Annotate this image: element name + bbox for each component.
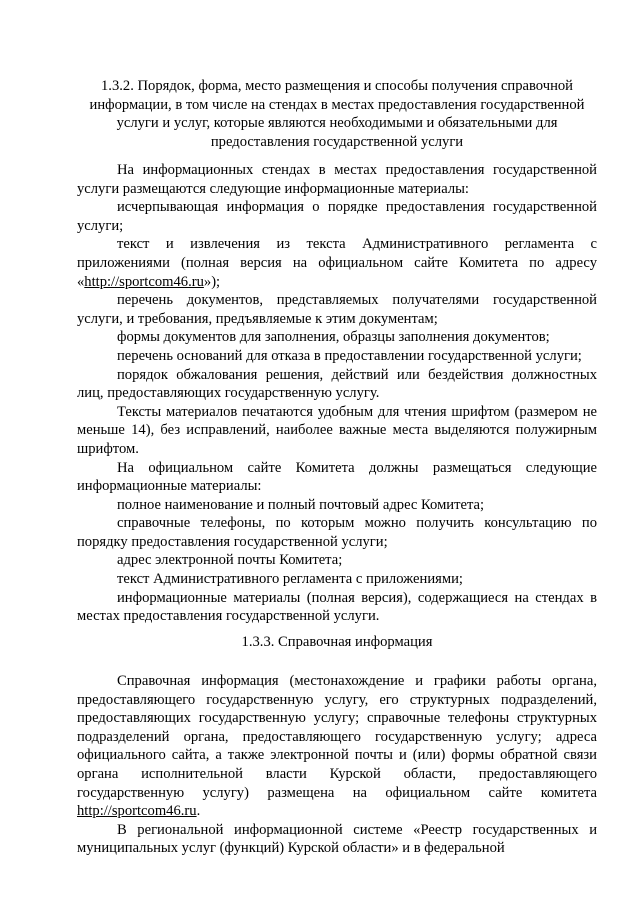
reference-end: .	[196, 803, 201, 820]
section-1-3-3-heading	[77, 633, 597, 652]
stands-item-2-end: »);	[203, 273, 221, 290]
stands-item-4: формы документов для заполнения, образцы заполнения документов;	[117, 329, 550, 346]
section-1-3-3-title: 1.3.3. Справочная информация	[241, 634, 433, 650]
stands-item-1: исчерпывающая информация о порядке предоставления государственной услуги;	[77, 199, 597, 234]
website-item-4: текст Административного регламента с приложениями;	[117, 571, 463, 588]
reference-block	[77, 672, 597, 858]
stands-item-2-text: текст и извлечения из текста Административного регламента с приложениями (полная версия на официальном сайте Комитета по адресу «	[77, 236, 597, 290]
stands-item-3: перечень документов, представляемых получателями государственной услуги, и требования, предъявляемые к этим документам;	[77, 292, 597, 327]
section-1-3-2-title: 1.3.2. Порядок, форма, место размещения и способы получения справочной информации, в том числе на стендах в местах предоставления государственной услуги и услуг, которые являются необходимыми и обязательными для предоставления государственной услуги	[89, 78, 585, 150]
stands-item-6: порядок обжалования решения, действий или бездействия должностных лиц, предоставляющих государственную услугу.	[77, 366, 597, 402]
stands-intro: На информационных стендах в местах предоставления государственной услуги размещаются следующие информационные материалы:	[77, 162, 597, 197]
stands-item-5: перечень оснований для отказа в предоставлении государственной услуги;	[117, 347, 582, 364]
website-item-2: справочные телефоны, по которым можно получить консультацию по порядку предоставления государственной услуги;	[77, 515, 597, 550]
website-item-3: адрес электронной почты Комитета;	[117, 552, 343, 569]
website-item-5: информационные материалы (полная версия), содержащиеся на стендах в местах предоставления государственной услуги.	[77, 589, 597, 625]
sportcom-link-2[interactable]: http://sportcom46.ru	[77, 803, 197, 820]
reference-text: Справочная информация (местонахождение и графики работы органа, предоставляющего государственную услугу, его структурных подразделений, предоставляющих государственную услугу; справочные телефоны структурных подразделений органа, предоставляющего государственную услугу; адреса официального сайта, а также электронной почты и (или) формы обратной связи органа исполнительной власти Курской области, предоставляющего государственную услугу) размещена на официальном сайте комитета	[77, 673, 597, 801]
website-item-1: полное наименование и полный почтовый адрес Комитета;	[117, 496, 485, 513]
stands-block	[77, 161, 597, 626]
website-intro: На официальном сайте Комитета должны размещаться следующие информационные материалы:	[77, 459, 597, 495]
stands-item-2	[77, 235, 597, 291]
stands-font-note: Тексты материалов печатаются удобным для чтения шрифтом (размером не меньше 14), без исправлений, наиболее важные места выделяются полужирным шрифтом.	[77, 403, 597, 457]
sportcom-link[interactable]: http://sportcom46.ru	[84, 273, 204, 290]
section-1-3-2-heading	[77, 77, 597, 151]
registry-paragraph: В региональной информационной системе «Реестр государственных и муниципальных услуг (функций) Курской области» и в федеральной	[77, 821, 597, 857]
reference-paragraph	[77, 672, 597, 821]
